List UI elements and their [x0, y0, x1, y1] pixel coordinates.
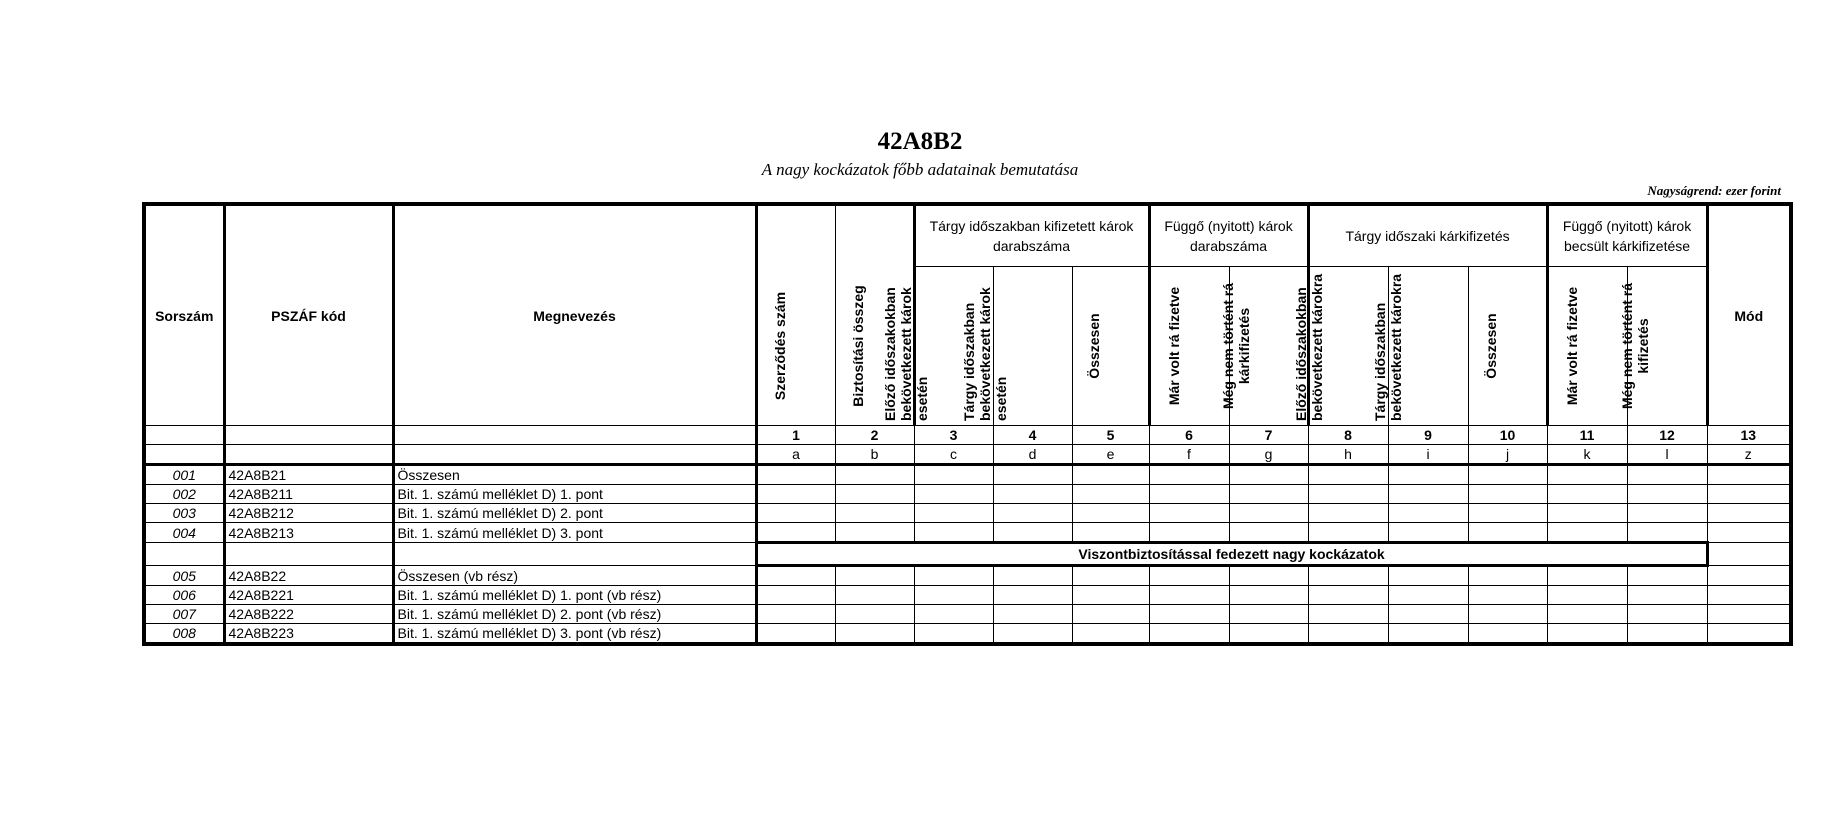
column-number: 6: [1149, 426, 1229, 445]
data-cell: [993, 624, 1072, 645]
column-letter: h: [1308, 445, 1388, 465]
row-pszaf-code: 42A8B221: [224, 586, 393, 605]
row-pszaf-code: 42A8B22: [224, 566, 393, 586]
data-cell: [1308, 624, 1388, 645]
header-megnevezes: Megnevezés: [393, 204, 756, 426]
table-row: [144, 586, 1791, 605]
table-row: [144, 624, 1791, 645]
data-cell: [835, 586, 914, 605]
row-sorszam: 007: [144, 605, 224, 624]
data-cell: [1627, 586, 1707, 605]
subheader-4: Tárgy időszakban bekövetkezett károk esetén: [993, 267, 1072, 426]
data-cell: [1707, 624, 1791, 645]
data-cell: [1547, 485, 1627, 504]
data-cell: [1388, 586, 1468, 605]
column-number: 7: [1229, 426, 1308, 445]
header-pszaf-kod: PSZÁF kód: [224, 204, 393, 426]
data-cell: [1072, 624, 1149, 645]
subheader-6: Már volt rá fizetve: [1149, 267, 1229, 426]
row-sorszam: 002: [144, 485, 224, 504]
data-cell: [914, 586, 993, 605]
column-letter: e: [1072, 445, 1149, 465]
data-cell: [1627, 523, 1707, 543]
data-cell: [756, 504, 835, 523]
data-cell: [1627, 566, 1707, 586]
data-cell: [1072, 566, 1149, 586]
data-cell: [756, 523, 835, 543]
row-name: Bit. 1. számú melléklet D) 1. pont: [393, 485, 756, 504]
subheader-11: Már volt rá fizetve: [1547, 267, 1627, 426]
column-letter-row: [144, 445, 1791, 465]
column-letter: l: [1627, 445, 1707, 465]
column-number: 10: [1468, 426, 1547, 445]
row-name: Összesen: [393, 465, 756, 485]
data-cell: [914, 566, 993, 586]
column-letter: a: [756, 445, 835, 465]
data-cell: [914, 624, 993, 645]
data-cell: [1707, 485, 1791, 504]
data-cell: [835, 465, 914, 485]
data-cell: [993, 586, 1072, 605]
data-cell: [914, 465, 993, 485]
column-number: 13: [1707, 426, 1791, 445]
data-cell: [1229, 586, 1308, 605]
data-cell: [1072, 605, 1149, 624]
data-cell: [1229, 605, 1308, 624]
group-karkifizetes: Tárgy időszaki kárkifizetés: [1308, 204, 1547, 267]
row-pszaf-code: 42A8B223: [224, 624, 393, 645]
document-title: 42A8B2: [877, 128, 963, 155]
data-cell: [1547, 504, 1627, 523]
data-cell: [835, 566, 914, 586]
data-cell: [1149, 523, 1229, 543]
data-cell: [993, 504, 1072, 523]
table-row: [144, 605, 1791, 624]
row-name: Bit. 1. számú melléklet D) 2. pont (vb rész): [393, 605, 756, 624]
data-cell: [993, 605, 1072, 624]
row-sorszam: 001: [144, 465, 224, 485]
column-number: 9: [1388, 426, 1468, 445]
data-cell: [1547, 586, 1627, 605]
data-cell: [1468, 566, 1547, 586]
data-cell: [756, 485, 835, 504]
data-cell: [1308, 605, 1388, 624]
table-row: [144, 523, 1791, 543]
column-number: 5: [1072, 426, 1149, 445]
data-cell: [1707, 605, 1791, 624]
row-pszaf-code: 42A8B222: [224, 605, 393, 624]
data-cell: [993, 485, 1072, 504]
section-label: Viszontbiztosítással fedezett nagy kockázatok: [756, 543, 1707, 566]
table-row: [144, 566, 1791, 586]
data-cell: [1308, 465, 1388, 485]
data-cell: [1229, 566, 1308, 586]
data-cell: [1388, 523, 1468, 543]
column-number: 2: [835, 426, 914, 445]
row-name: Bit. 1. számú melléklet D) 3. pont: [393, 523, 756, 543]
data-cell: [835, 605, 914, 624]
row-sorszam: 008: [144, 624, 224, 645]
row-sorszam: 005: [144, 566, 224, 586]
column-number: 12: [1627, 426, 1707, 445]
data-cell: [1627, 504, 1707, 523]
data-cell: [835, 523, 914, 543]
data-cell: [835, 624, 914, 645]
row-sorszam: 006: [144, 586, 224, 605]
data-cell: [1149, 605, 1229, 624]
group-kifizetett-karok: Tárgy időszakban kifizetett károk darabszáma: [914, 204, 1149, 267]
row-pszaf-code: 42A8B21: [224, 465, 393, 485]
data-cell: [1707, 586, 1791, 605]
data-cell: [756, 605, 835, 624]
row-name: Bit. 1. számú melléklet D) 1. pont (vb rész): [393, 586, 756, 605]
data-cell: [914, 605, 993, 624]
data-cell: [835, 504, 914, 523]
table-row: [144, 504, 1791, 523]
data-cell: [1547, 605, 1627, 624]
data-cell: [1627, 624, 1707, 645]
data-cell: [1547, 465, 1627, 485]
data-cell: [1627, 605, 1707, 624]
data-cell: [835, 485, 914, 504]
column-letter: k: [1547, 445, 1627, 465]
data-cell: [1229, 465, 1308, 485]
header-biztositasi-osszeg: Biztosítási összeg: [835, 204, 914, 426]
data-cell: [1149, 624, 1229, 645]
column-letter: g: [1229, 445, 1308, 465]
subheader-10: Összesen: [1468, 267, 1547, 426]
data-cell: [1229, 523, 1308, 543]
data-cell: [1072, 485, 1149, 504]
data-cell: [1308, 566, 1388, 586]
data-table: [142, 202, 1793, 646]
data-cell: [1229, 624, 1308, 645]
group-fuggo-karok-db: Függő (nyitott) károk darabszáma: [1149, 204, 1308, 267]
data-cell: [1707, 523, 1791, 543]
data-cell: [993, 465, 1072, 485]
column-letter: f: [1149, 445, 1229, 465]
subheader-12: Még nem történt rá kifizetés: [1627, 267, 1707, 426]
data-cell: [914, 523, 993, 543]
data-cell: [1149, 485, 1229, 504]
column-letter: z: [1707, 445, 1791, 465]
group-fuggo-becsult: Függő (nyitott) károk becsült kárkifizetése: [1547, 204, 1707, 267]
subheader-8: Előző időszakokban bekövetkezett károkra: [1308, 267, 1388, 426]
column-number-row: [144, 426, 1791, 445]
subheader-3: Előző időszakokban bekövetkezett károk esetén: [914, 267, 993, 426]
data-cell: [1547, 624, 1627, 645]
data-cell: [1229, 504, 1308, 523]
header-szerzodes-szam: Szerződés szám: [756, 204, 835, 426]
header-sorszam: Sorszám: [144, 204, 224, 426]
subheader-5: Összesen: [1072, 267, 1149, 426]
data-cell: [914, 485, 993, 504]
row-pszaf-code: 42A8B212: [224, 504, 393, 523]
data-cell: [1547, 566, 1627, 586]
data-cell: [1627, 485, 1707, 504]
column-letter: j: [1468, 445, 1547, 465]
data-cell: [756, 566, 835, 586]
data-cell: [1149, 465, 1229, 485]
data-cell: [1468, 624, 1547, 645]
data-cell: [1468, 523, 1547, 543]
data-cell: [1388, 485, 1468, 504]
data-cell: [1468, 465, 1547, 485]
data-cell: [1388, 624, 1468, 645]
column-letter: b: [835, 445, 914, 465]
data-cell: [1072, 504, 1149, 523]
column-number: 1: [756, 426, 835, 445]
column-letter: i: [1388, 445, 1468, 465]
data-cell: [1149, 504, 1229, 523]
table-row: [144, 465, 1791, 485]
row-name: Bit. 1. számú melléklet D) 2. pont: [393, 504, 756, 523]
column-letter: d: [993, 445, 1072, 465]
data-cell: [914, 504, 993, 523]
data-cell: [1707, 504, 1791, 523]
document-subtitle: A nagy kockázatok főbb adatainak bemutatása: [761, 160, 1079, 179]
data-cell: [756, 586, 835, 605]
data-cell: [1388, 465, 1468, 485]
data-cell: [1388, 566, 1468, 586]
table-row: [144, 485, 1791, 504]
data-cell: [1468, 485, 1547, 504]
data-cell: [1229, 485, 1308, 504]
row-sorszam: 004: [144, 523, 224, 543]
data-cell: [1468, 605, 1547, 624]
data-cell: [1308, 504, 1388, 523]
data-cell: [756, 465, 835, 485]
data-cell: [1308, 523, 1388, 543]
data-cell: [1388, 605, 1468, 624]
row-name: Összesen (vb rész): [393, 566, 756, 586]
subheader-7: Még nem történt rá kárkifizetés: [1229, 267, 1308, 426]
data-cell: [1308, 586, 1388, 605]
data-cell: [1388, 504, 1468, 523]
header-mod: Mód: [1707, 204, 1791, 426]
data-cell: [1072, 586, 1149, 605]
data-cell: [1072, 465, 1149, 485]
magnitude-note: Nagyságrend: ezer forint: [1647, 183, 1781, 198]
subheader-9: Tárgy időszakban bekövetkezett károkra: [1388, 267, 1468, 426]
data-cell: [1072, 523, 1149, 543]
row-sorszam: 003: [144, 504, 224, 523]
column-number: 11: [1547, 426, 1627, 445]
section-row: [144, 543, 1791, 566]
column-number: 3: [914, 426, 993, 445]
data-cell: [1627, 465, 1707, 485]
row-pszaf-code: 42A8B213: [224, 523, 393, 543]
data-cell: [993, 523, 1072, 543]
row-pszaf-code: 42A8B211: [224, 485, 393, 504]
data-cell: [1468, 586, 1547, 605]
data-cell: [1308, 485, 1388, 504]
data-cell: [1149, 586, 1229, 605]
data-cell: [1707, 465, 1791, 485]
data-cell: [1149, 566, 1229, 586]
column-number: 8: [1308, 426, 1388, 445]
column-number: 4: [993, 426, 1072, 445]
data-cell: [756, 624, 835, 645]
data-cell: [993, 566, 1072, 586]
data-cell: [1547, 523, 1627, 543]
data-cell: [1468, 504, 1547, 523]
row-name: Bit. 1. számú melléklet D) 3. pont (vb rész): [393, 624, 756, 645]
data-cell: [1707, 566, 1791, 586]
column-letter: c: [914, 445, 993, 465]
